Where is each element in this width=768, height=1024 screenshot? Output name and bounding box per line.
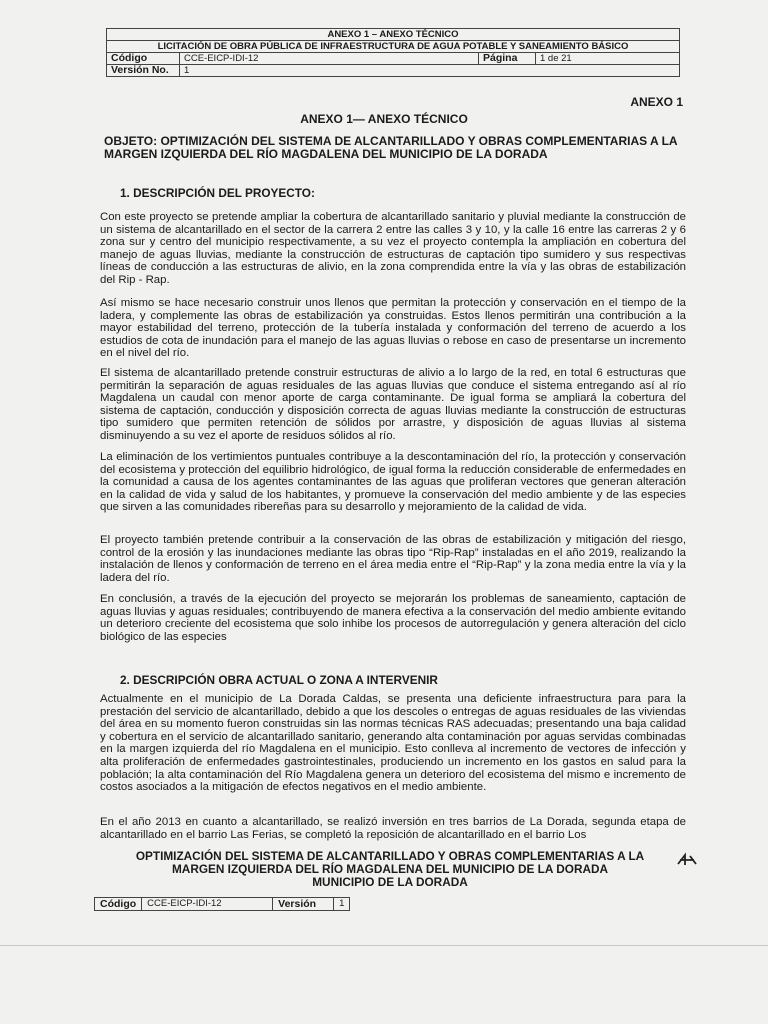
section1-heading: 1. DESCRIPCIÓN DEL PROYECTO: [120,186,315,200]
header-line1: ANEXO 1 – ANEXO TÉCNICO [107,29,680,41]
section1-paragraph: La eliminación de los vertimientos puntuales contribuye a la descontaminación del río, la protección y conservación del ecosistema y protección del equilibrio hidrológico, de igual forma la reducción considerable de enfermedades en la comunidad a causa de los agentes contaminantes de las aguas que proliferan vectores que generan alteración en la calidad de vida y salud de los habitantes, y promueve la conservación del medio ambiente y de las especies que sirven a las comunidades ribereñas para su desarrollo y mejoramiento de la calidad de vida. [100,451,686,514]
footer-codigo-label: Código [95,898,142,911]
header-pagina-value: 1 de 21 [536,53,680,65]
section2-paragraph: Actualmente en el municipio de La Dorada Caldas, se presenta una deficiente infraestructura para para la prestación del servicio de alcantarillado, debido a que los descoles o entregas de aguas residuales de las viviendas del área en su momento fueron construidas sin las normas técnicas RAS adecuadas; presentando una baja calidad y cobertura en el servicio de alcantarillado sanitario, generando alta contaminación por aguas servidas combinadas en la margen izquierda del río Magdalena en el municipio. Esto conlleva al incremento de vectores de infección y alta proliferación de enfermedades gastrointestinales, produciendo un incremento en los gastos en salud para la población; la alta contaminación del Río Magdalena genera un deterioro del ecosistema del mismo e incremento de costos asociados a la mitigación de efectos negativos en el medio ambiente. [100,693,686,794]
footer-title [110,850,670,889]
footer-version-value: 1 [334,898,350,911]
section1-paragraph: El proyecto también pretende contribuir a la conservación de las obras de estabilización y mitigación del riesgo, control de la erosión y las inundaciones mediante las obras tipo “Rip-Rap” instaladas en el año 2019, realizando la instalación de llenos y conformación de terreno en el área media entre el “Rip-Rap” y la zona media entre la vía y la ladera del río. [100,534,686,584]
header-codigo-value: CCE-EICP-IDI-12 [180,53,479,65]
header-table [106,28,680,77]
header-version-value: 1 [180,65,680,77]
footer-version-label: Versión [273,898,334,911]
footer-title-line1: OPTIMIZACIÓN DEL SISTEMA DE ALCANTARILLADO Y OBRAS COMPLEMENTARIAS A LA [135,849,645,863]
header-version-label: Versión No. [107,65,180,77]
header-line2: LICITACIÓN DE OBRA PÚBLICA DE INFRAESTRUCTURA DE AGUA POTABLE Y SANEAMIENTO BÁSICO [107,41,680,53]
document-title: ANEXO 1— ANEXO TÉCNICO [300,112,468,126]
section1-paragraph: En conclusión, a través de la ejecución del proyecto se mejorarán los problemas de saneamiento, captación de aguas lluvias y aguas residuales; contribuyendo de manera efectiva a la conservación del medio ambiente evitando un deterioro creciente del ecosistema que solo inhibe los procesos de autorregulación y genera alteración del ciclo biológico de las especies [100,593,686,643]
section1-paragraph: El sistema de alcantarillado pretende construir estructuras de alivio a lo largo de la red, en total 6 estructuras que permitirán la separación de aguas residuales de las aguas lluvias que conduce el sistema entregando así al río Magdalena un caudal con menor aporte de carga contaminante. De igual forma se ampliará la cobertura del sistema de captación, conducción y disposición correcta de aguas lluvias mediante la construcción de estructuras tipo sumidero que permiten retención de sólidos por arrastre, y disposición de aguas lluvias al sistema disminuyendo a su vez el aporte de residuos sólidos al río. [100,367,686,442]
header-pagina-label: Página [479,53,536,65]
section2-paragraph: En el año 2013 en cuanto a alcantarillado, se realizó inversión en tres barrios de La Dorada, segunda etapa de alcantarillado en el barrio Las Ferias, se completó la reposición de alcantarillado en el barrio Los [100,816,686,841]
section2-heading: 2. DESCRIPCIÓN OBRA ACTUAL O ZONA A INTERVENIR [120,673,438,687]
footer-table [94,897,350,911]
page-divider [0,945,768,946]
section1-paragraph: Así mismo se hace necesario construir unos llenos que permitan la protección y conservación en el tiempo de la ladera, y complemente las obras de estabilización ya construidas. Estos llenos permitirán una contribución a la mayor estabilidad del terreno, protección de la tubería instalada y conformación del terreno de acuerdo a los estudios de cota de inundación para el manejo de las aguas lluvias o rebose en caso de presentarse un incremento en el nivel del río. [100,297,686,360]
objeto-heading: OBJETO: OPTIMIZACIÓN DEL SISTEMA DE ALCANTARILLADO Y OBRAS COMPLEMENTARIAS A LA MARGEN IZQUIERDA DEL RÍO MAGDALENA DEL MUNICIPIO DE LA DORADA [104,134,678,161]
header-codigo-label: Código [107,53,180,65]
signature-mark [676,852,698,872]
footer-codigo-value: CCE-EICP-IDI-12 [142,898,273,911]
section1-paragraph: Con este proyecto se pretende ampliar la cobertura de alcantarillado sanitario y pluvial mediante la construcción de un sistema de alcantarillado en el sector de la carrera 2 entre las calles 3 y 10, y la calle 16 entre las carreras 2 y 6 zona sur y centro del municipio respectivamente, a su vez el proyecto contempla la ampliación en cobertura del manejo de aguas lluvias, mediante la construcción de estructuras de captación tipo sumidero y sus respectivas líneas de conducción a las estructuras de alivio, en la zona comprendida entre la vía y las obras de estabilización del Rip - Rap. [100,211,686,286]
anexo-label: ANEXO 1 [630,95,683,109]
footer-title-line3: MUNICIPIO DE LA DORADA [312,875,468,889]
footer-title-line2: MARGEN IZQUIERDA DEL RÍO MAGDALENA DEL MUNICIPIO DE LA DORADA [171,862,609,876]
